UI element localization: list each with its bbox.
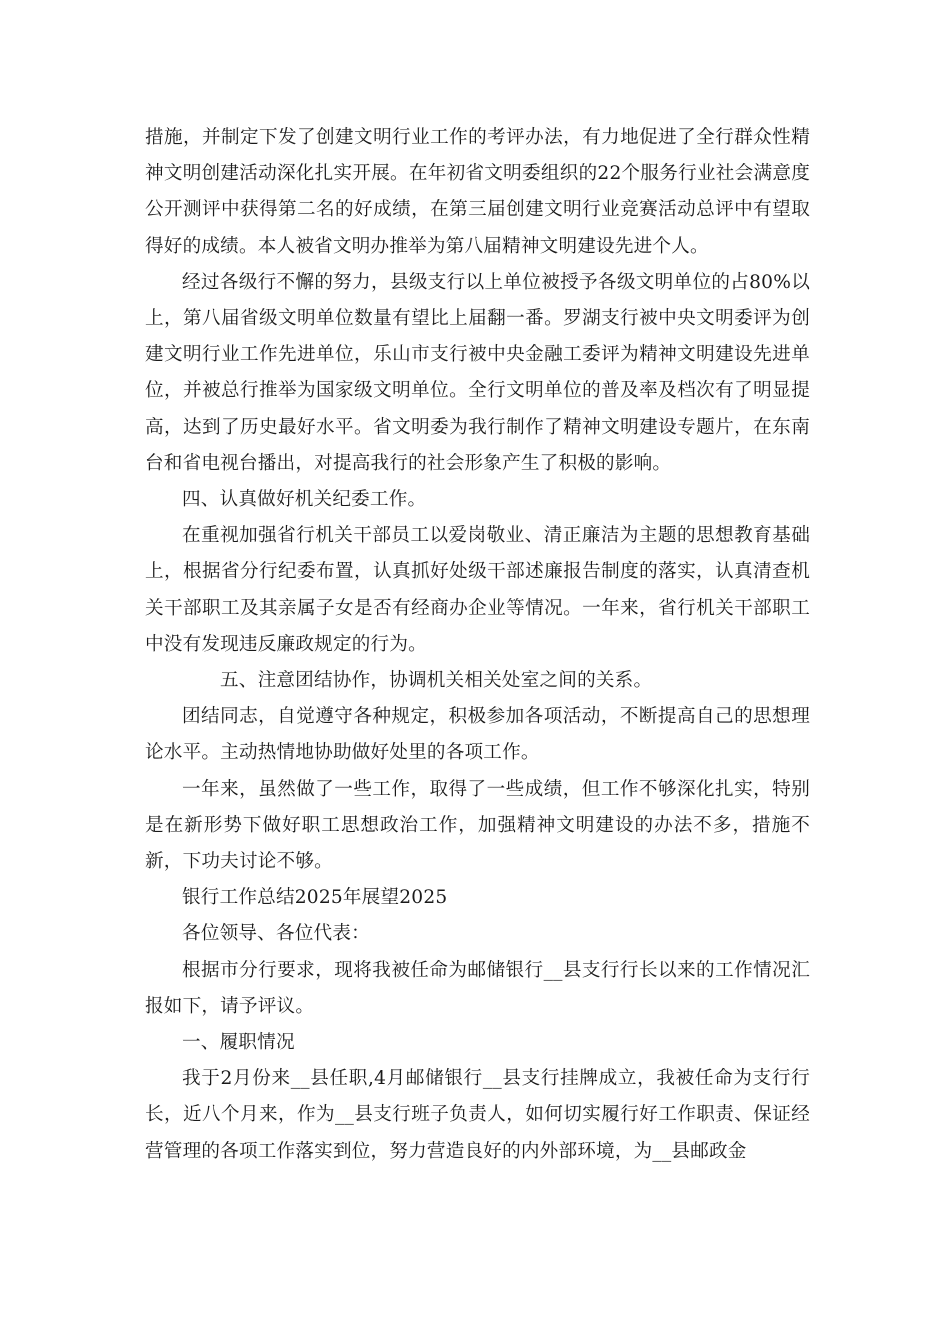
section-heading-discipline: 四、认真做好机关纪委工作。	[182, 489, 427, 511]
paragraph-civilization-measures: 措施，并制定下发了创建文明行业工作的考评办法，有力地促进了全行群众性精神文明创建活动深化扎实开展。在年初省文明委组织的22个服务行业社会满意度公开测评中获得第二名的好成绩，在第三届创建文明行业竞赛活动总评中有望取得好的成绩。本人被省文明办推举为第八届精神文明建设先进个人。	[145, 127, 810, 257]
paragraph-discipline: 在重视加强省行机关干部员工以爱岗敬业、清正廉洁为主题的思想教育基础上，根据省分行纪委布置，认真抓好处级干部述廉报告制度的落实，认真清查机关干部职工及其亲属子女是否有经商办企业等情况。一年来，省行机关干部职工中没有发现违反廉政规定的行为。	[145, 525, 810, 655]
paragraph-civilization-units: 经过各级行不懈的努力，县级支行以上单位被授予各级文明单位的占80%以上，第八届省级文明单位数量有望比上届翻一番。罗湖支行被中央文明委评为创建文明行业工作先进单位，乐山市支行被中央金融工委评为精神文明建设先进单位，并被总行推举为国家级文明单位。全行文明单位的普及率及档次有了明显提高，达到了历史最好水平。省文明委为我行制作了精神文明建设专题片，在东南台和省电视台播出，对提高我行的社会形象产生了积极的影响。	[145, 271, 810, 474]
paragraph-shortcomings: 一年来，虽然做了一些工作，取得了一些成绩，但工作不够深化扎实，特别是在新形势下做好职工思想政治工作，加强精神文明建设的办法不多，措施不新，下功夫讨论不够。	[145, 778, 810, 873]
document-title: 银行工作总结2025年展望2025	[182, 887, 448, 909]
paragraph-introduction: 根据市分行要求，现将我被任命为邮储银行__县支行行长以来的工作情况汇报如下，请予评议。	[145, 959, 810, 1017]
section-heading-duties: 一、履职情况	[182, 1032, 295, 1054]
salutation: 各位领导、各位代表：	[182, 923, 370, 945]
document-page	[145, 120, 810, 1170]
paragraph-cooperation: 团结同志，自觉遵守各种规定，积极参加各项活动，不断提高自己的思想理论水平。主动热情地协助做好处里的各项工作。	[145, 706, 810, 764]
paragraph-duties: 我于2月份来__县任职,4月邮储银行__县支行挂牌成立，我被任命为支行行长，近八个月来，作为__县支行班子负责人，如何切实履行好工作职责、保证经营管理的各项工作落实到位，努力营造良好的内外部环境，为__县邮政金	[145, 1068, 810, 1162]
section-heading-cooperation: 五、注意团结协作，协调机关相关处室之间的关系。	[220, 670, 653, 692]
